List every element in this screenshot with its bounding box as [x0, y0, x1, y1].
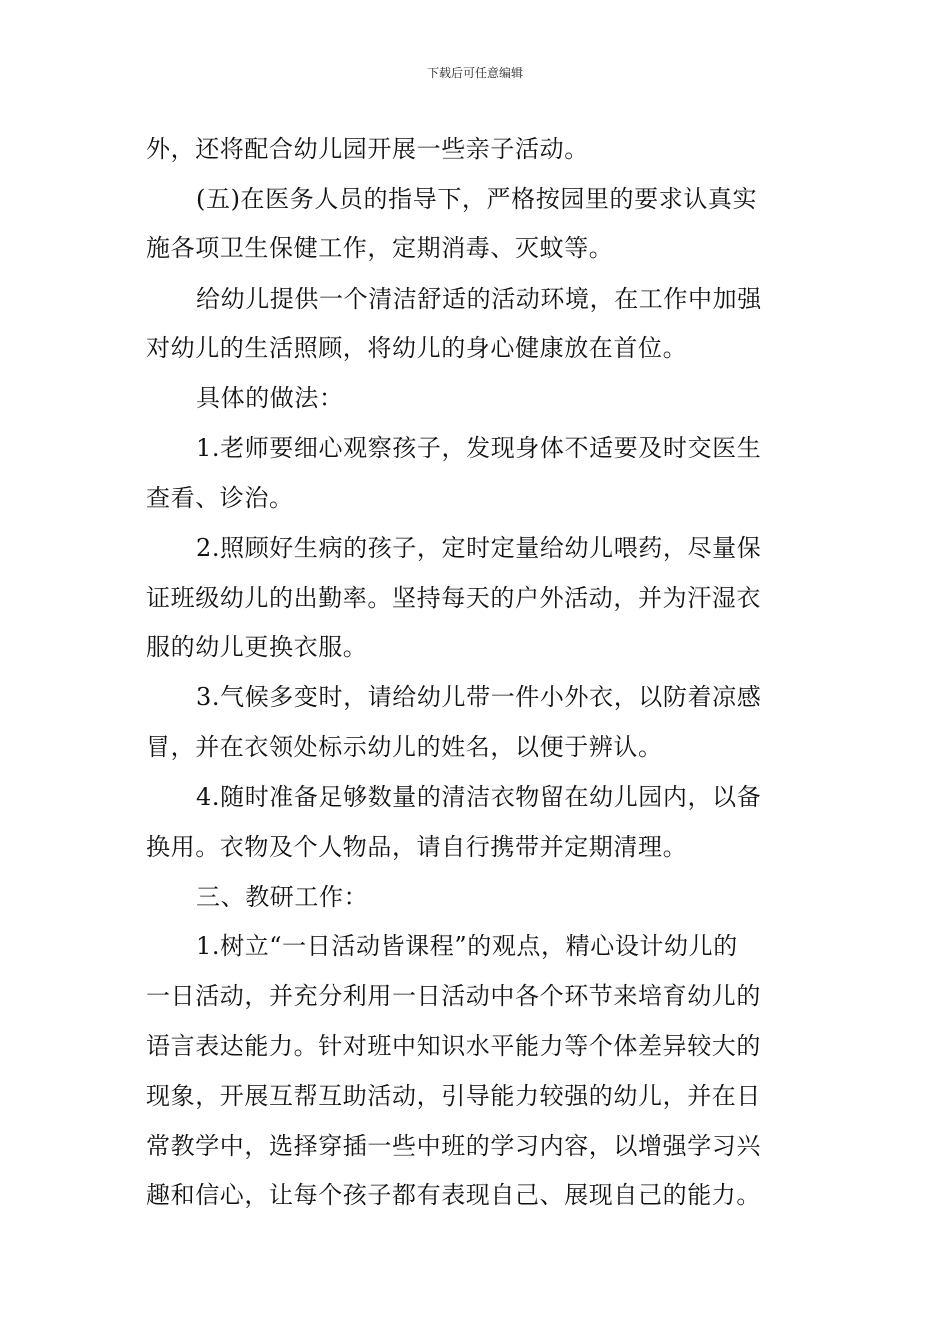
- paragraph-line: 语言表达能力。针对班中知识水平能力等个体差异较大的: [146, 1032, 761, 1060]
- paragraph-line: 查看、诊治。: [146, 484, 294, 512]
- paragraph-line: 常教学中，选择穿插一些中班的学习内容，以增强学习兴: [146, 1132, 761, 1160]
- paragraph-line: 给幼儿提供一个清洁舒适的活动环境，在工作中加强: [196, 285, 762, 313]
- paragraph-line: 对幼儿的生活照顾，将幼儿的身心健康放在首位。: [146, 334, 688, 362]
- paragraph-line: 服的幼儿更换衣服。: [146, 633, 368, 661]
- paragraph-line: 施各项卫生保健工作，定期消毒、灭蚊等。: [146, 234, 614, 262]
- paragraph-line: 2.照顾好生病的孩子，定时定量给幼儿喂药，尽量保: [196, 534, 762, 562]
- page-header: 下载后可任意编辑: [426, 66, 523, 80]
- paragraph-line: (五)在医务人员的指导下，严格按园里的要求认真实: [196, 185, 758, 213]
- paragraph-line: 现象，开展互帮互助活动，引导能力较强的幼儿，并在日: [146, 1082, 761, 1110]
- paragraph-line: 一日活动，并充分利用一日活动中各个环节来培育幼儿的: [146, 982, 761, 1010]
- paragraph-line: 3.气候多变时，请给幼儿带一件小外衣，以防着凉感: [196, 683, 762, 711]
- paragraph-line: 具体的做法：: [196, 384, 344, 412]
- paragraph-line: 1.树立“一日活动皆课程”的观点，精心设计幼儿的: [196, 932, 738, 960]
- paragraph-line: 证班级幼儿的出勤率。坚持每天的户外活动，并为汗湿衣: [146, 584, 761, 612]
- paragraph-line: 4.随时准备足够数量的清洁衣物留在幼儿园内，以备: [196, 783, 762, 811]
- paragraph-line: 1.老师要细心观察孩子，发现身体不适要及时交医生: [196, 434, 762, 462]
- paragraph-line: 外，还将配合幼儿园开展一些亲子活动。: [146, 135, 589, 163]
- paragraph-line: 趣和信心，让每个孩子都有表现自己、展现自己的能力。: [146, 1181, 761, 1209]
- section-heading: 三、教研工作：: [196, 883, 369, 911]
- paragraph-line: 换用。衣物及个人物品，请自行携带并定期清理。: [146, 833, 688, 861]
- paragraph-line: 冒，并在衣领处标示幼儿的姓名，以便于辨认。: [146, 733, 663, 761]
